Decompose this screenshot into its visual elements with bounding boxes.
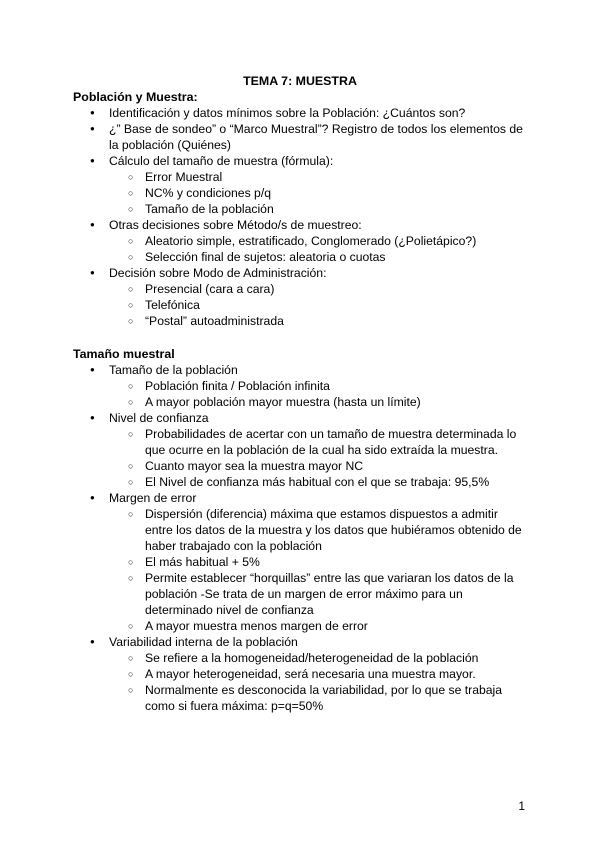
sub-bullet-item: ○ Probabilidades de acertar con un tamaño de muestra determinada lo que ocurre en la población de la cual ha sido extraída la muestra.: [109, 426, 524, 458]
sub-bullet-item: ○ El Nivel de confianza más habitual con el que se trabaja: 95,5%: [109, 474, 524, 490]
bullet-item-text: ● Identificación y datos mínimos sobre la Población: ¿Cuántos son?: [109, 106, 466, 120]
sub-bullet-list: [109, 426, 524, 490]
bullet-item: [0, 362, 524, 410]
tamano-bullet-list: [0, 362, 600, 714]
sub-bullet-item: ○ Dispersión (diferencia) máxima que estamos dispuestos a admitir entre los datos de la muestra y los datos que hubiéramos obtenido de haber trabajado con la población: [109, 506, 524, 554]
sub-bullet-item: ○ Tamaño de la población: [109, 201, 524, 217]
sub-bullet-list: [109, 650, 524, 714]
bullet-item: [0, 121, 524, 153]
section-heading-tamano: Tamaño muestral: [73, 347, 175, 361]
bullet-item: [0, 265, 524, 329]
bullet-item-text: ● Otras decisiones sobre Método/s de muestreo:: [109, 218, 362, 232]
sub-bullet-item: ○ Presencial (cara a cara): [109, 281, 524, 297]
page-number: 1: [518, 799, 525, 813]
bullet-item-text: ● Variabilidad interna de la población: [109, 635, 298, 649]
poblacion-bullet-list: [0, 105, 600, 329]
sub-bullet-item: ○ Cuanto mayor sea la muestra mayor NC: [109, 458, 524, 474]
sub-bullet-item: ○ “Postal” autoadministrada: [109, 313, 524, 329]
bullet-item: [0, 105, 524, 121]
sub-bullet-item: ○ Telefónica: [109, 297, 524, 313]
sub-bullet-list: [109, 281, 524, 329]
sub-bullet-list: [109, 169, 524, 217]
sub-bullet-item: ○ A mayor muestra menos margen de error: [109, 618, 524, 634]
bullet-item: [0, 217, 524, 265]
bullet-item-text: ● Decisión sobre Modo de Administración:: [109, 266, 327, 280]
sub-bullet-list: [109, 378, 524, 410]
sub-bullet-item: ○ Población finita / Población infinita: [109, 378, 524, 394]
sub-bullet-item: ○ Se refiere a la homogeneidad/heterogeneidad de la población: [109, 650, 524, 666]
sub-bullet-item: ○ Normalmente es desconocida la variabilidad, por lo que se trabaja como si fuera máxima: p=q=50%: [109, 682, 524, 714]
sub-bullet-item: ○ A mayor heterogeneidad, será necesaria una muestra mayor.: [109, 666, 524, 682]
bullet-item-text: ● Tamaño de la población: [109, 363, 238, 377]
bullet-item-text: ● ¿” Base de sondeo” o “Marco Muestral”? Registro de todos los elementos de la población (Quiénes): [109, 122, 523, 152]
sub-bullet-list: [109, 506, 524, 634]
sub-bullet-item: ○ El más habitual + 5%: [109, 554, 524, 570]
sub-bullet-item: ○ Selección final de sujetos: aleatoria o cuotas: [109, 249, 524, 265]
sub-bullet-item: ○ NC% y condiciones p/q: [109, 185, 524, 201]
section-heading-poblacion: Población y Muestra:: [73, 90, 198, 104]
bullet-item-text: ● Cálculo del tamaño de muestra (fórmula):: [109, 154, 334, 168]
page-title: TEMA 7: MUESTRA: [243, 74, 357, 88]
sub-bullet-item: ○ Permite establecer “horquillas” entre las que variaran los datos de la población -Se trata de un margen de error máximo para un determinado nivel de confianza: [109, 570, 524, 618]
bullet-item-text: ● Nivel de confianza: [109, 411, 209, 425]
bullet-item: [0, 153, 524, 217]
sub-bullet-item: ○ Aleatorio simple, estratificado, Conglomerado (¿Polietápico?): [109, 233, 524, 249]
bullet-item: [0, 410, 524, 490]
sub-bullet-list: [109, 233, 524, 265]
bullet-item-text: ● Margen de error: [109, 491, 197, 505]
bullet-item: [0, 490, 524, 634]
bullet-item: [0, 634, 524, 714]
sub-bullet-item: ○ A mayor población mayor muestra (hasta un límite): [109, 394, 524, 410]
sub-bullet-item: ○ Error Muestral: [109, 169, 524, 185]
